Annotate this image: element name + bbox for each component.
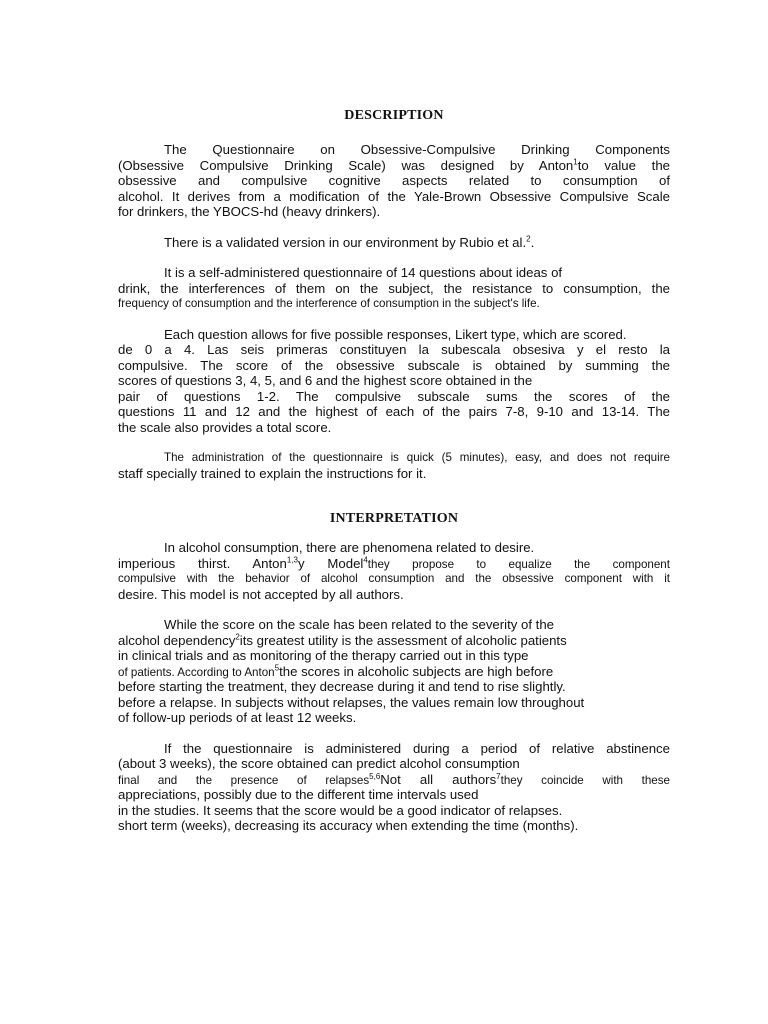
text-line: imperious thirst. Anton$^{1,3}$y Model$^4$they propose to equalize the component [118, 555, 670, 571]
text-line: compulsive. The score of the obsessive subscale is obtained by summing the [118, 357, 670, 373]
text-line: staff specially trained to explain the instructions for it. [118, 465, 427, 481]
footnote-ref: 1 [573, 157, 578, 167]
text-line: compulsive with the behavior of alcohol consumption and the obsessive component with it [118, 572, 670, 585]
interpretation-paragraph-3 [118, 741, 670, 834]
footnote-ref: 7 [496, 771, 501, 781]
text-line: The administration of the questionnaire is quick (5 minutes), easy, and does not require [164, 451, 670, 464]
footnote-ref: 5 [274, 663, 280, 673]
text-line: before a relapse. In subjects without relapses, the values remain low throughout [118, 694, 585, 710]
text-line: There is a validated version in our environment by Rubio et al.$^2$. [164, 234, 535, 250]
interpretation-paragraph-2 [118, 617, 670, 726]
text-line: de 0 a 4. Las seis primeras constituyen la subescala obsesiva y el resto la [118, 342, 670, 357]
text-line: If the questionnaire is administered during a period of relative abstinence [164, 740, 670, 756]
interpretation-paragraph-1 [118, 540, 670, 602]
footnote-ref: 2 [235, 632, 240, 642]
description-heading: DESCRIPTION [344, 108, 444, 123]
paragraph-gap [118, 435, 670, 450]
text-line: in the studies. It seems that the score would be a good indicator of relapses. [118, 802, 563, 818]
description-paragraph-1 [118, 142, 670, 220]
text-line: While the score on the scale has been related to the severity of the [164, 617, 554, 632]
description-paragraph-5 [118, 450, 670, 481]
text-line: alcohol. It derives from a modification of the Yale-Brown Obsessive Compulsive Scale [118, 188, 670, 204]
description-paragraph-4 [118, 327, 670, 436]
description-paragraph-3 [118, 265, 670, 312]
paragraph-gap [118, 312, 670, 327]
paragraph-gap [118, 220, 670, 235]
text-line: It is a self-administered questionnaire of 14 questions about ideas of [164, 265, 563, 280]
document-page [118, 108, 670, 834]
text-line: short term (weeks), decreasing its accuracy when extending the time (months). [118, 818, 579, 833]
text-line: appreciations, possibly due to the different time intervals used [118, 787, 479, 802]
text-line: before starting the treatment, they decrease during it and tend to rise slightly. [118, 679, 566, 694]
text-line: In alcohol consumption, there are phenomena related to desire. [164, 540, 535, 555]
footnote-ref: 1,3 [286, 555, 298, 565]
text-line: final and the presence of relapses$^{5,6}$Not all authors$^7$they coincide with these [118, 771, 670, 787]
text-line: of follow-up periods of at least 12 weeks. [118, 710, 357, 725]
text-line: scores of questions 3, 4, 5, and 6 and the highest score obtained in the [118, 373, 533, 388]
text-line: (about 3 weeks), the score obtained can predict alcohol consumption [118, 756, 520, 771]
text-line: the scale also provides a total score. [118, 419, 332, 435]
footnote-ref: 5,6 [369, 771, 381, 781]
footnote-ref: 2 [526, 234, 531, 244]
paragraph-gap [118, 602, 670, 617]
text-line: obsessive and compulsive cognitive aspects related to consumption of [118, 173, 670, 188]
text-line: of patients. According to Anton$^5$the scores in alcoholic subjects are high before [118, 663, 554, 679]
paragraph-gap [118, 726, 670, 741]
footnote-ref: 4 [363, 555, 368, 565]
text-line: The Questionnaire on Obsessive-Compulsive Drinking Components [164, 142, 670, 157]
text-line: questions 11 and 12 and the highest of each of the pairs 7-8, 9-10 and 13-14. The [118, 404, 670, 419]
text-line: alcohol dependency$^2$its greatest utility is the assessment of alcoholic patients [118, 632, 567, 648]
text-line: Each question allows for five possible responses, Likert type, which are scored. [164, 326, 627, 342]
text-line: in clinical trials and as monitoring of the therapy carried out in this type [118, 648, 529, 663]
description-paragraph-2 [118, 235, 670, 251]
text-line: drink, the interferences of them on the subject, the resistance to consumption, the [118, 280, 670, 296]
text-line: (Obsessive Compulsive Drinking Scale) was designed by Anton$^1$to value the [118, 157, 670, 173]
text-line: pair of questions 1-2. The compulsive subscale sums the scores of the [118, 388, 670, 404]
paragraph-gap [118, 250, 670, 265]
text-line: desire. This model is not accepted by all authors. [118, 586, 404, 602]
text-line: for drinkers, the YBOCS-hd (heavy drinkers). [118, 204, 381, 219]
text-line: frequency of consumption and the interference of consumption in the subject's life. [118, 297, 540, 310]
interpretation-heading: INTERPRETATION [329, 511, 459, 526]
